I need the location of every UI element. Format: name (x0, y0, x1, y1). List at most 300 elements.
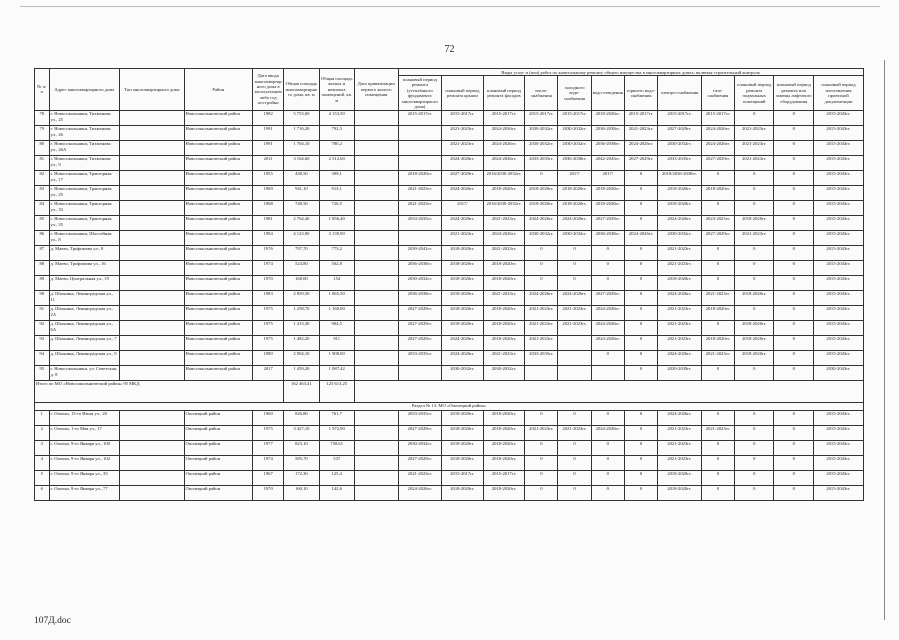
table-cell: 0 (774, 170, 813, 185)
table-cell: 0 (774, 365, 813, 380)
table-cell: 0 (701, 485, 734, 500)
header-lift: плановый период ремонта или замены лифтового оборудования (774, 76, 813, 110)
table-cell: 792,3 (319, 125, 354, 140)
table-cell: 1 459,20 (284, 365, 319, 380)
table-cell: 0 (774, 200, 813, 215)
header-facade: плановый период ремонта фасадов (483, 76, 525, 110)
table-cell: 2021-2023гг. (525, 305, 558, 320)
table-cell: 6 (35, 485, 50, 500)
table-cell: 2021-2023гг. (442, 140, 484, 155)
table-row (35, 290, 864, 305)
table-cell: 2030-2032гг. (658, 230, 702, 245)
table-cell: 2030-2032гг. (525, 140, 558, 155)
table-cell: 524,80 (284, 260, 319, 275)
table-cell: 2018-2020гг. (483, 260, 525, 275)
table-cell: 2030-2032гг. (658, 140, 702, 155)
header-electric: электро-снабжения (658, 76, 702, 110)
table-cell: 2021-2023гг. (442, 230, 484, 245)
table-cell: д. Маево, Трофимова ул., 16 (49, 260, 120, 275)
table-row (35, 125, 864, 140)
table-cell: г. Новосокольники, Тракторная ул., 25 (49, 185, 120, 200)
table-cell: 3 139,90 (319, 230, 354, 245)
table-cell: 2024-2026гг. (483, 230, 525, 245)
table-cell: 823,10 (284, 440, 319, 455)
table-cell: 2015-2043гг. (813, 140, 863, 155)
table-cell (354, 125, 398, 140)
table-cell: 0 (591, 350, 624, 365)
table-cell: 0 (624, 215, 657, 230)
table-cell: 2018-2020гг. (398, 170, 442, 185)
table-cell (354, 170, 398, 185)
header-basement: плановый период ремонта подвальных помещений (735, 76, 774, 110)
table-cell: 758,61 (319, 440, 354, 455)
table-cell: 1955 (253, 170, 284, 185)
table-cell (120, 455, 184, 470)
table-cell: 2018-2020гг. (658, 470, 702, 485)
table-cell: 0 (624, 245, 657, 260)
table-cell (120, 350, 184, 365)
table-cell: 2018-2020гг. (591, 110, 624, 125)
table-cell: 761,7 (319, 410, 354, 425)
table-cell: 2030-2039гг. (658, 365, 702, 380)
table-cell: д. Шахнина, Ленинградская ул., 6А (49, 320, 120, 335)
table-cell: Опочецкий район (184, 485, 253, 500)
table-cell (120, 200, 184, 215)
header-total-area: Общая площадь многоквартирного дома, кв. м (284, 69, 319, 111)
table-cell: 1982 (253, 110, 284, 125)
table-cell: 2030-2032гг. (525, 125, 558, 140)
table-cell: 1 482,20 (284, 335, 319, 350)
table-cell (354, 425, 398, 440)
table-cell: 2018-2020гг. (591, 185, 624, 200)
table-cell: 0 (735, 185, 774, 200)
table-cell: 2024-2026гг. (624, 140, 657, 155)
table-cell: 1 413,30 (284, 320, 319, 335)
table-cell (354, 440, 398, 455)
table-cell: 2021-2023гг. (658, 245, 702, 260)
table-cell: 2024-2026гг. (701, 125, 734, 140)
table-cell: 172,30 (284, 470, 319, 485)
table-cell: 2015-2017гг. (483, 470, 525, 485)
table-cell: 2018-2020гг. (658, 485, 702, 500)
table-cell: 0 (591, 470, 624, 485)
table-cell: Новосокольнический район (184, 215, 253, 230)
table-cell: 913,1 (319, 185, 354, 200)
table-cell: 2018-2020гг. (591, 200, 624, 215)
header-type: Тип многоквартирного дома (120, 69, 184, 111)
table-cell: 2021-2023гг. (658, 305, 702, 320)
table-cell: д. Маево, Центральная ул., 19 (49, 275, 120, 290)
table-cell: 0 (701, 245, 734, 260)
table-cell: 2021-2023гг. (658, 320, 702, 335)
table-cell: 2018-2020гг. (525, 200, 558, 215)
table-cell (120, 155, 184, 170)
table-row (35, 425, 864, 440)
table-cell (120, 245, 184, 260)
table-cell: 0 (624, 455, 657, 470)
table-cell: 2015-2017гг. (558, 110, 591, 125)
table-cell: 0 (624, 410, 657, 425)
table-cell: 2024-2026гг. (442, 350, 484, 365)
table-cell: Новосокольнический район (184, 125, 253, 140)
table-cell (120, 470, 184, 485)
table-row (35, 275, 864, 290)
table-row (35, 440, 864, 455)
table-cell: 0 (624, 170, 657, 185)
table-cell: 0 (774, 275, 813, 290)
table-cell: Опочецкий район (184, 410, 253, 425)
table-cell: 0 (735, 305, 774, 320)
table-cell: Новосокольнический район (184, 245, 253, 260)
table-cell: 2015-2043гг. (813, 200, 863, 215)
table-cell: 0 (701, 320, 734, 335)
table-cell: 2036-2038гг. (591, 230, 624, 245)
table-cell: 2015-2017гг. (483, 110, 525, 125)
table-cell: 0 (558, 410, 591, 425)
table-cell: 0 (774, 230, 813, 245)
table-cell: д. Маево, Трофимова ул., 8 (49, 245, 120, 260)
table-cell: 0 (774, 335, 813, 350)
table-cell: 2015-2017гг. (525, 110, 558, 125)
table-cell: 2024-2026гг. (558, 215, 591, 230)
table-cell: 2017 (253, 365, 284, 380)
table-row (35, 410, 864, 425)
table-cell: 94 (35, 350, 50, 365)
table-cell: 0 (525, 245, 558, 260)
total-living-area: 125 613,25 (319, 380, 354, 402)
table-cell: 1975 (253, 305, 284, 320)
header-repair-full: плановый период ремонта (утеплённого фундамента многоквартирного дома) (398, 76, 442, 110)
table-cell: 0 (624, 365, 657, 380)
table-cell: 2027-2029гг. (398, 305, 442, 320)
table-cell: г. Новосокольники, Тракторная ул., 17 (49, 170, 120, 185)
table-cell: 0 (701, 275, 734, 290)
table-cell: 82 (35, 170, 50, 185)
table-cell: 1974 (253, 455, 284, 470)
table-cell: 1977 (253, 440, 284, 455)
table-cell: Опочецкий район (184, 455, 253, 470)
table-cell: 2033-2035гг. (398, 215, 442, 230)
table-cell (120, 335, 184, 350)
table-cell: 0 (774, 260, 813, 275)
table-cell: 0 (701, 170, 734, 185)
table-cell: 83 (35, 185, 50, 200)
total-empty (354, 380, 863, 402)
table-cell: 2030-2032гг. (483, 365, 525, 380)
table-cell: 0 (774, 440, 813, 455)
table-cell: 2018-2020гг. (483, 275, 525, 290)
table-cell: 0 (525, 410, 558, 425)
table-cell: 2024-2026гг. (591, 335, 624, 350)
table-cell: г. Опочка, 9-го Января ул., 35 (49, 470, 120, 485)
table-row (35, 200, 864, 215)
table-cell: 2024-2026гг. (658, 350, 702, 365)
table-cell: 2018-2020гг. (442, 290, 484, 305)
table-cell: 911 (319, 335, 354, 350)
table-cell: 2024-2026гг. (442, 215, 484, 230)
table-cell: 0 (774, 470, 813, 485)
table-cell: 1960 (253, 410, 284, 425)
table-row (35, 260, 864, 275)
table-cell: 2018-2020гг. (483, 185, 525, 200)
table-cell: 2017/ (591, 170, 624, 185)
table-cell: 0 (624, 485, 657, 500)
table-cell: 5 753,00 (284, 110, 319, 125)
table-cell: 1970 (253, 275, 284, 290)
header-drain: водо-отведения (591, 76, 624, 110)
table-cell (354, 185, 398, 200)
table-cell (120, 185, 184, 200)
table-cell: г. Опочка, 9-го Января ул., 102 (49, 455, 120, 470)
table-cell: 2015-2017гг. (442, 110, 484, 125)
table-cell: 0 (735, 170, 774, 185)
table-row (35, 155, 864, 170)
table-cell: г. Новосокольники, ул. Советская, д. 8 (49, 365, 120, 380)
table-cell (354, 200, 398, 215)
table-cell: 79 (35, 125, 50, 140)
table-row (35, 245, 864, 260)
table-cell: 2018-2020гг. (658, 275, 702, 290)
table-cell: 1991 (253, 140, 284, 155)
table-cell: 0 (558, 275, 591, 290)
table-cell: 2018-2020гг. (442, 320, 484, 335)
table-cell: 2030-2032гг. (525, 230, 558, 245)
table-cell: 2018-2020гг. (735, 320, 774, 335)
table-cell: 2024-2026гг. (591, 425, 624, 440)
table-cell: 748,50 (284, 200, 319, 215)
table-cell: Новосокольнический район (184, 350, 253, 365)
table-cell: 0 (558, 245, 591, 260)
table-cell: 5 (35, 470, 50, 485)
table-cell: 2030-2032гг. (558, 140, 591, 155)
table-cell: 2027-2029гг. (701, 155, 734, 170)
table-cell: 0 (525, 440, 558, 455)
table-cell: 2024-2026гг. (483, 155, 525, 170)
table-cell: 2021-2023гг. (398, 185, 442, 200)
table-cell: Опочецкий район (184, 440, 253, 455)
table-cell: 81 (35, 155, 50, 170)
table-cell: 2030-2032гг. (442, 365, 484, 380)
table-cell: 2015-2043гг. (813, 170, 863, 185)
table-cell: 0 (624, 290, 657, 305)
header-roof: плановый период ремонта крыши (442, 76, 484, 110)
table-cell (398, 365, 442, 380)
table-cell (525, 365, 558, 380)
table-cell: 2018-2020гг. (658, 200, 702, 215)
table-cell: 2018-2020гг. (701, 185, 734, 200)
table-cell: 2016/2030-2032гг. (483, 200, 525, 215)
table-cell: 2021-2023гг. (624, 125, 657, 140)
table-cell: 2015-2017гг. (624, 110, 657, 125)
table-cell: 0 (591, 245, 624, 260)
table-cell: 80 (35, 140, 50, 155)
table-cell: 0 (701, 260, 734, 275)
table-cell: 2027-2029гг. (701, 230, 734, 245)
table-row (35, 335, 864, 350)
table-cell: 2018-2020гг. (483, 320, 525, 335)
table-cell: 2021-2023гг. (701, 425, 734, 440)
table-cell: 1974 (253, 260, 284, 275)
table-cell: 0 (558, 485, 591, 500)
table-cell: Новосокольнический район (184, 140, 253, 155)
table-cell (354, 365, 398, 380)
table-cell: 0 (701, 470, 734, 485)
table-cell: 2018-2020гг. (558, 185, 591, 200)
table-cell: 2015-2043гг. (813, 305, 863, 320)
table-cell: 0 (735, 410, 774, 425)
table-cell: 2021-2023гг. (558, 305, 591, 320)
table-cell: 2021-2023гг. (701, 290, 734, 305)
table-cell: 2021-2023гг. (658, 455, 702, 470)
table-cell: Новосокольнический район (184, 335, 253, 350)
table-cell: 3 427,10 (284, 425, 319, 440)
table-cell: 95 (35, 365, 50, 380)
table-cell: 4 123,90 (284, 230, 319, 245)
table-cell: 0 (701, 200, 734, 215)
table-cell: 0 (591, 440, 624, 455)
table-cell (354, 335, 398, 350)
table-cell: 0 (525, 485, 558, 500)
table-cell: 2024-2026гг. (658, 215, 702, 230)
table-cell: 2027-2029гг. (591, 215, 624, 230)
table-cell: 0 (701, 410, 734, 425)
table-cell: 2018-2020гг. (735, 335, 774, 350)
table-cell: 89 (35, 275, 50, 290)
table-cell: г. Опочка, 1-го Мая ул., 17 (49, 425, 120, 440)
table-cell (120, 125, 184, 140)
table-cell (558, 350, 591, 365)
table-cell: 2018-2020гг. (525, 185, 558, 200)
table-cell: 2027-2029гг. (624, 155, 657, 170)
table-cell: г. Новосокольники, Тихменова ул., 25 (49, 110, 120, 125)
table-cell: 160,10 (284, 485, 319, 500)
table-cell: 0 (774, 155, 813, 170)
table-cell: д. Шахнина, Ленинградская ул., 9 (49, 350, 120, 365)
table-cell: 1 908,00 (319, 350, 354, 365)
table-cell: 2042-2043гг. (591, 155, 624, 170)
table-cell (354, 350, 398, 365)
header-address: Адрес многоквартирного дома (49, 69, 120, 111)
table-cell: 399,1 (319, 170, 354, 185)
table-cell: 1 (35, 410, 50, 425)
table-cell: 2018-2020гг. (442, 485, 484, 500)
table-cell: 0 (735, 485, 774, 500)
table-cell: 91 (35, 305, 50, 320)
table-cell: 1980 (253, 350, 284, 365)
table-cell: 2030-2032гг. (398, 275, 442, 290)
table-cell: 0 (735, 245, 774, 260)
table-cell: 585,70 (284, 455, 319, 470)
table-cell: Новосокольнический район (184, 200, 253, 215)
table-cell (120, 290, 184, 305)
table-row (35, 320, 864, 335)
table-cell: 2018-2020гг. (735, 350, 774, 365)
table-row (35, 170, 864, 185)
table-cell: 2018-2020гг. (558, 200, 591, 215)
table-cell: 1976 (253, 245, 284, 260)
table-cell: 2024-2026гг. (442, 155, 484, 170)
header-works-group: Виды услуг и (или) работ по капитальному ремонту общего имущества в многоквартирных домах, включая строительный контроль (398, 69, 864, 76)
table-cell: 2015-2017гг. (398, 110, 442, 125)
table-cell: 1 704,10 (284, 140, 319, 155)
total-area: 162 463,41 (284, 380, 319, 402)
table-cell: 2016/2030-2032гг. (483, 170, 525, 185)
table-row (35, 485, 864, 500)
table-cell: 2027-2029гг. (398, 455, 442, 470)
table-cell: 168,00 (284, 275, 319, 290)
table-cell: Новосокольнический район (184, 320, 253, 335)
table-cell: 0 (735, 260, 774, 275)
table-cell: 2024-2026гг. (558, 290, 591, 305)
table-cell: 904,5 (319, 320, 354, 335)
table-cell: 2 859,50 (284, 290, 319, 305)
table-cell: 2018-2020гг. (442, 305, 484, 320)
table-cell: 941,10 (284, 185, 319, 200)
table-cell: 2015-2043гг. (813, 260, 863, 275)
table-cell: Новосокольнический район (184, 275, 253, 290)
table-cell: 726,5 (319, 200, 354, 215)
header-heat: тепло-снабжения (525, 76, 558, 110)
table-cell: 2024-2026гг. (624, 230, 657, 245)
table-cell: 0 (774, 320, 813, 335)
table-cell: 2024-2026гг. (591, 305, 624, 320)
table-cell: 2015-2043гг. (813, 410, 863, 425)
table-body-opochka (35, 410, 864, 500)
table-cell: 1 856,40 (319, 215, 354, 230)
table-cell: г. Новосокольники, Тихменова ул., 9 (49, 155, 120, 170)
table-cell: 2018-2020гг. (442, 455, 484, 470)
table-row (35, 455, 864, 470)
table-cell: 2018-2020гг. (483, 410, 525, 425)
table-cell (354, 410, 398, 425)
table-cell: 0 (624, 320, 657, 335)
table-cell: 0 (525, 170, 558, 185)
table-cell: 0 (624, 305, 657, 320)
table-cell: д. Шахнина, Ленинградская ул., 11 (49, 290, 120, 305)
table-cell: 2017/ (442, 200, 484, 215)
page-number: 72 (444, 44, 455, 55)
table-cell: 537 (319, 455, 354, 470)
table-cell (120, 215, 184, 230)
table-cell: 2030-2032гг. (558, 230, 591, 245)
header-date-privatization: Дата приватизации первого жилого помещения (354, 69, 398, 111)
table-cell: 1983 (253, 290, 284, 305)
table-row (35, 230, 864, 245)
table-cell: 773,2 (319, 245, 354, 260)
table-cell (120, 110, 184, 125)
table-cell: 0 (701, 440, 734, 455)
table-cell: 0 (624, 425, 657, 440)
table-cell: 1968 (253, 200, 284, 215)
footer-filename: 107Д.doc (34, 616, 71, 626)
table-cell: д. Шахнина, Ленинградская ул., 2А (49, 305, 120, 320)
table-cell (354, 140, 398, 155)
table-cell (354, 305, 398, 320)
table-cell: 2024-2026гг. (591, 320, 624, 335)
table-cell: 2030-2032гг. (398, 440, 442, 455)
table-cell: 0 (591, 275, 624, 290)
table-cell (120, 275, 184, 290)
table-cell: 2024-2026гг. (525, 215, 558, 230)
table-cell (558, 335, 591, 350)
table-cell: 0 (525, 275, 558, 290)
table-cell: 93 (35, 335, 50, 350)
table-cell: 0 (774, 245, 813, 260)
table-cell: 0 (774, 305, 813, 320)
table-cell (120, 305, 184, 320)
table-cell: 0 (558, 455, 591, 470)
table-cell: 2018-2020гг. (483, 305, 525, 320)
